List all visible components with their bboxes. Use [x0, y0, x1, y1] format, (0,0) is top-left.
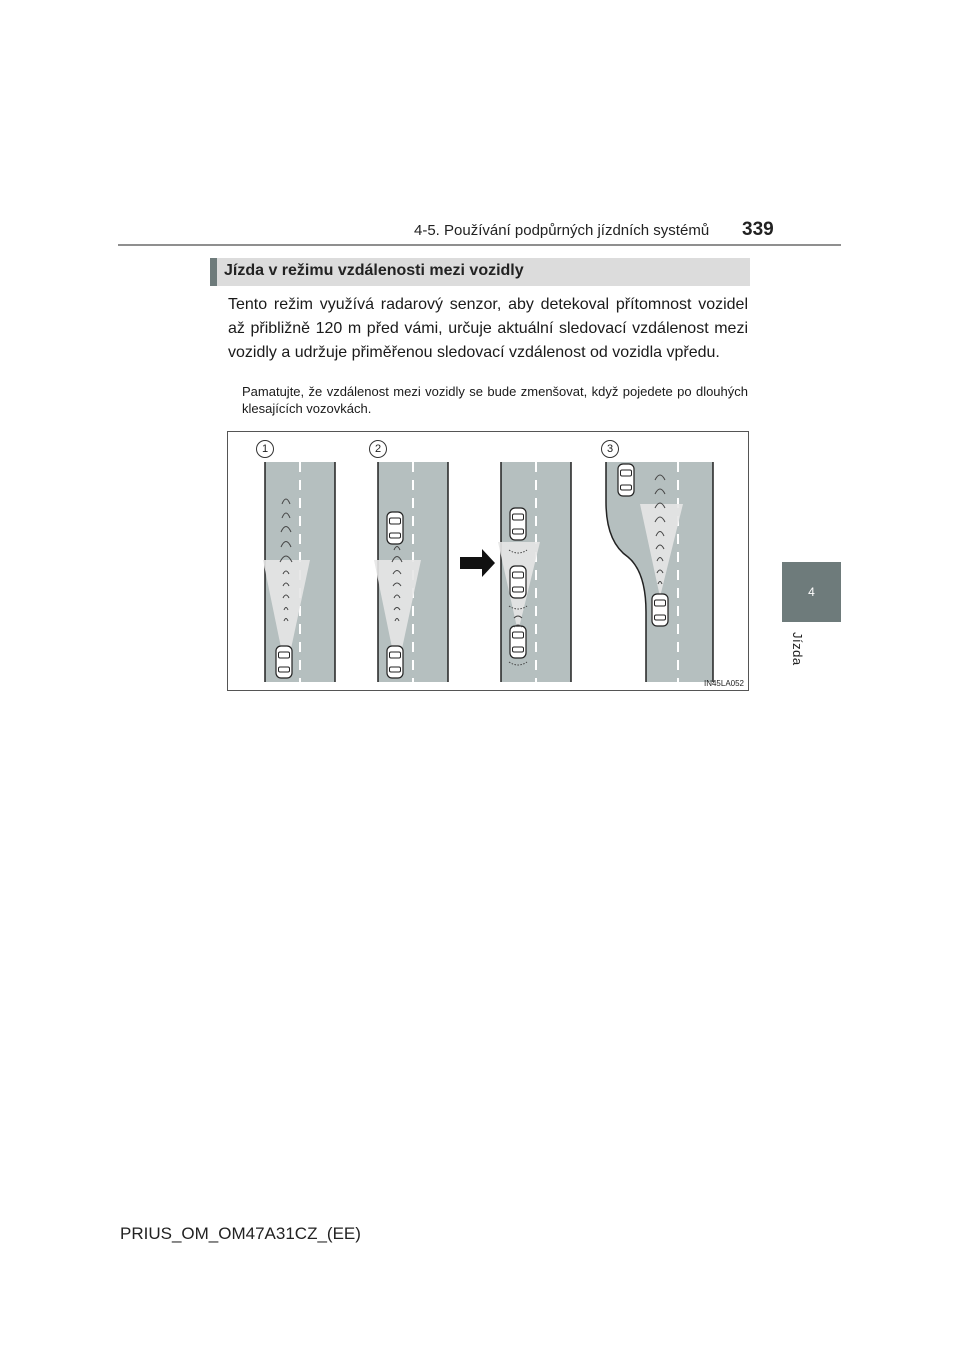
chapter-tab[interactable]: [782, 562, 841, 622]
chapter-tab-label: Jízda: [790, 632, 805, 666]
road-diagram: [228, 432, 748, 690]
marker-1: 1: [256, 440, 274, 458]
page-number: 339: [742, 219, 774, 240]
transition-arrow: [460, 549, 495, 577]
header-section-title: 4-5. Používání podpůrných jízdních systémů: [414, 222, 710, 239]
road-3: [498, 462, 571, 682]
road-4: [606, 462, 713, 682]
road-1: [263, 462, 335, 682]
radar-illustration: [227, 431, 749, 691]
marker-2: 2: [369, 440, 387, 458]
section-heading-marker: [210, 258, 217, 286]
section-heading: [210, 258, 750, 286]
section-heading-title: Jízda v režimu vzdálenosti mezi vozidly: [224, 262, 524, 279]
marker-3: 3: [601, 440, 619, 458]
chapter-tab-number: 4: [808, 585, 815, 599]
figure-code: IN45LA052: [703, 679, 744, 688]
footer-doc-id: PRIUS_OM_OM47A31CZ_(EE): [120, 1224, 361, 1243]
note-paragraph: Pamatujte, že vzdálenost mezi vozidly se bude zmenšovat, když pojedete po dlouhých klesajících vozovkách.: [242, 384, 748, 416]
header-divider: [118, 244, 841, 246]
road-2: [374, 462, 448, 682]
body-paragraph: Tento režim využívá radarový senzor, aby detekoval přítomnost vozidel až přibližně 120 m před vámi, určuje aktuální sledovací vzdálenost mezi vozidly a udržuje přiměřenou sledovací vzdálenost od vozidla vpředu.: [228, 296, 748, 361]
